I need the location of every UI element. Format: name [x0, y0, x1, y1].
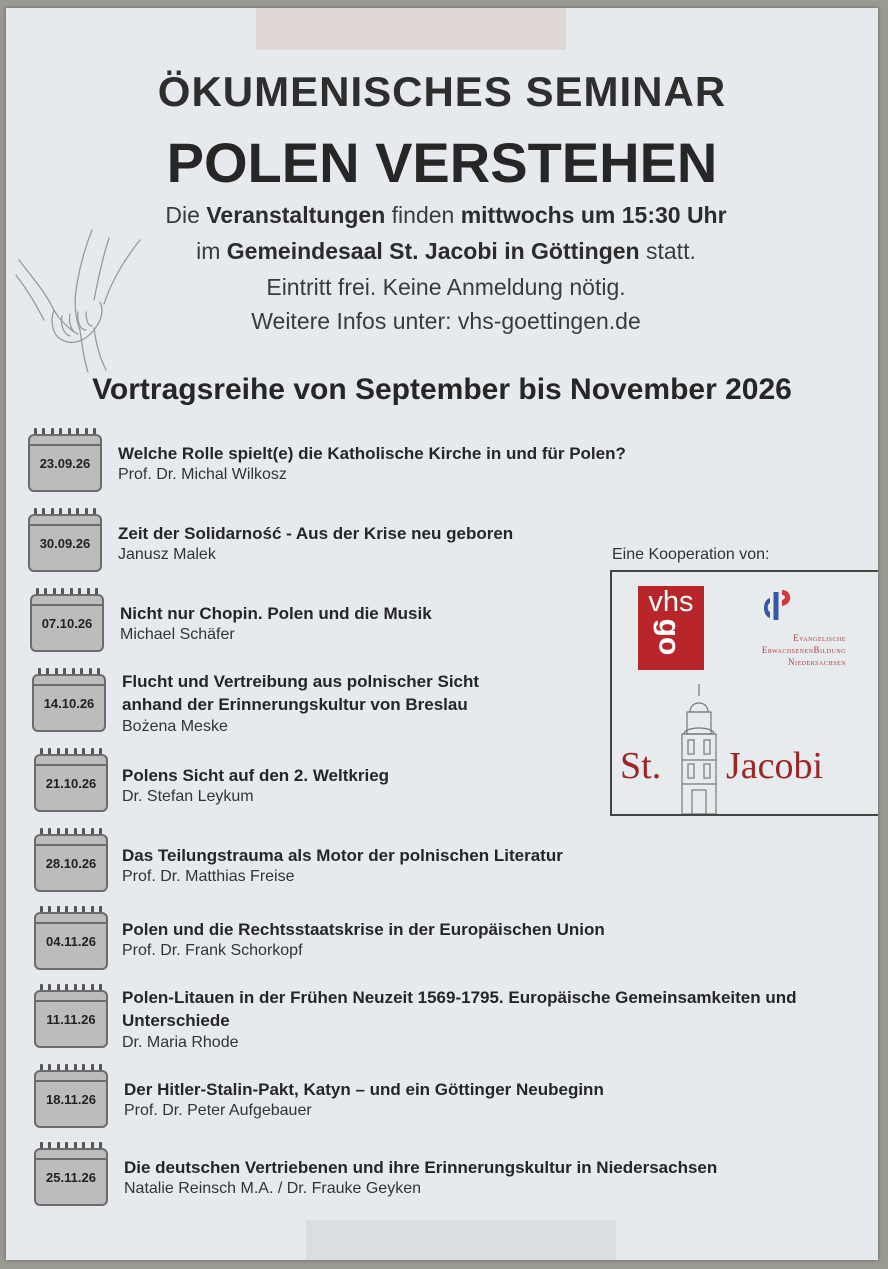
- event-row: [6, 906, 878, 976]
- church-tower-icon: [670, 684, 728, 814]
- calendar-icon: [34, 1142, 108, 1206]
- event-title: Welche Rolle spielt(e) die Katholische Kirche in und für Polen?: [118, 444, 626, 463]
- event-title: Polen-Litauen in der Frühen Neuzeit 1569-1795. Europäische Gemeinsamkeiten und Unterschiede: [122, 988, 797, 1030]
- jacobi-st-text: St.: [620, 745, 662, 787]
- tape-bottom: [306, 1220, 616, 1260]
- event-title: Der Hitler-Stalin-Pakt, Katyn – und ein Göttinger Neubeginn: [124, 1080, 604, 1099]
- vhs-logo: [638, 586, 704, 670]
- calendar-body: [28, 434, 102, 492]
- calendar-band: [36, 1072, 106, 1082]
- calendar-body: [28, 514, 102, 572]
- calendar-body: [34, 1148, 108, 1206]
- vhs-logo-text: vhs: [648, 586, 694, 618]
- info-line-2: [116, 238, 776, 265]
- calendar-icon: [30, 588, 104, 652]
- event-date: 21.10.26: [45, 776, 97, 791]
- eeb-line-1: Evangelische: [793, 633, 846, 643]
- calendar-band: [36, 756, 106, 766]
- tape-top: [256, 8, 566, 50]
- eeb-line-2: ErwachsenenBildung: [761, 645, 846, 655]
- poster: [6, 8, 878, 1260]
- calendar-body: [30, 594, 104, 652]
- event-speaker: Natalie Reinsch M.A. / Dr. Frauke Geyken: [124, 1180, 421, 1197]
- info-line-3: Eintritt frei. Keine Anmeldung nötig.: [266, 274, 626, 300]
- calendar-icon: [28, 508, 102, 572]
- calendar-body: [32, 674, 106, 732]
- event-date: 04.11.26: [46, 934, 96, 949]
- calendar-body: [34, 912, 108, 970]
- event-title: Die deutschen Vertriebenen und ihre Erinnerungskultur in Niedersachsen: [124, 1158, 718, 1177]
- calendar-band: [30, 516, 100, 526]
- seminar-title: POLEN VERSTEHEN: [166, 131, 718, 194]
- calendar-icon: [34, 748, 108, 812]
- eeb-line-3: Niedersachsen: [787, 657, 846, 667]
- info-text: Die: [165, 202, 207, 228]
- calendar-band: [30, 436, 100, 446]
- calendar-icon: [34, 828, 108, 892]
- event-date: 07.10.26: [41, 616, 93, 631]
- event-row: [6, 1064, 878, 1134]
- calendar-icon: [34, 1064, 108, 1128]
- event-speaker: Janusz Malek: [118, 546, 216, 563]
- event-title: Nicht nur Chopin. Polen und die Musik: [120, 604, 432, 623]
- calendar-icon: [34, 984, 108, 1048]
- calendar-icon: [34, 906, 108, 970]
- calendar-band: [36, 836, 106, 846]
- info-line-1: [116, 202, 776, 229]
- event-date: 28.10.26: [45, 856, 97, 871]
- info-text: im: [196, 238, 227, 264]
- vhs-logo-go: go: [652, 618, 686, 656]
- calendar-body: [34, 1070, 108, 1128]
- calendar-band: [34, 676, 104, 686]
- event-title: Polens Sicht auf den 2. Weltkrieg: [122, 766, 390, 785]
- event-date: 30.09.26: [39, 536, 91, 551]
- eeb-logo-text: [722, 632, 846, 668]
- event-speaker: Dr. Maria Rhode: [122, 1034, 239, 1051]
- info-text: statt.: [639, 238, 696, 264]
- cooperation-logos: [610, 570, 878, 816]
- event-row: [6, 428, 878, 498]
- calendar-band: [32, 596, 102, 606]
- event-speaker: Prof. Dr. Frank Schorkopf: [122, 942, 303, 959]
- info-bold: Veranstaltungen: [206, 202, 386, 228]
- event-row: [6, 1142, 878, 1212]
- event-speaker: Dr. Stefan Leykum: [122, 788, 254, 805]
- calendar-body: [34, 754, 108, 812]
- info-bold: mittwochs um 15:30 Uhr: [460, 202, 727, 228]
- info-text: finden: [385, 202, 461, 228]
- event-row: [6, 984, 878, 1054]
- event-title: Zeit der Solidarność - Aus der Krise neu geboren: [118, 524, 514, 543]
- cooperation-label: Eine Kooperation von:: [612, 546, 770, 563]
- info-bold: Gemeindesaal St. Jacobi in Göttingen: [226, 238, 640, 264]
- event-speaker: Prof. Dr. Peter Aufgebauer: [124, 1102, 312, 1119]
- calendar-icon: [28, 428, 102, 492]
- event-title: Das Teilungstrauma als Motor der polnischen Literatur: [122, 846, 563, 865]
- event-row: [6, 508, 878, 578]
- calendar-band: [36, 1150, 106, 1160]
- calendar-icon: [32, 668, 106, 732]
- event-date: 25.11.26: [46, 1170, 96, 1185]
- info-line-4: Weitere Infos unter: vhs-goettingen.de: [251, 308, 641, 334]
- event-row: [6, 828, 878, 898]
- calendar-body: [34, 834, 108, 892]
- jacobi-name-text: Jacobi: [726, 745, 824, 787]
- seminar-heading: ÖKUMENISCHES SEMINAR: [157, 68, 727, 115]
- event-title: Polen und die Rechtsstaatskrise in der Europäischen Union: [122, 920, 605, 939]
- series-title: Vortragsreihe von September bis November 2026: [92, 373, 792, 406]
- event-date: 11.11.26: [46, 1012, 96, 1027]
- event-speaker: Prof. Dr. Michal Wilkosz: [118, 466, 287, 483]
- eeb-logo-icon: [758, 586, 800, 626]
- event-speaker: Prof. Dr. Matthias Freise: [122, 868, 295, 885]
- event-date: 18.11.26: [46, 1092, 96, 1107]
- calendar-band: [36, 914, 106, 924]
- event-date: 23.09.26: [39, 456, 91, 471]
- calendar-body: [34, 990, 108, 1048]
- event-speaker: Michael Schäfer: [120, 626, 235, 643]
- event-date: 14.10.26: [43, 696, 95, 711]
- event-title: Flucht und Vertreibung aus polnischer Sicht anhand der Erinnerungskultur von Breslau: [122, 672, 480, 714]
- calendar-band: [36, 992, 106, 1002]
- event-speaker: Bożena Meske: [122, 718, 228, 735]
